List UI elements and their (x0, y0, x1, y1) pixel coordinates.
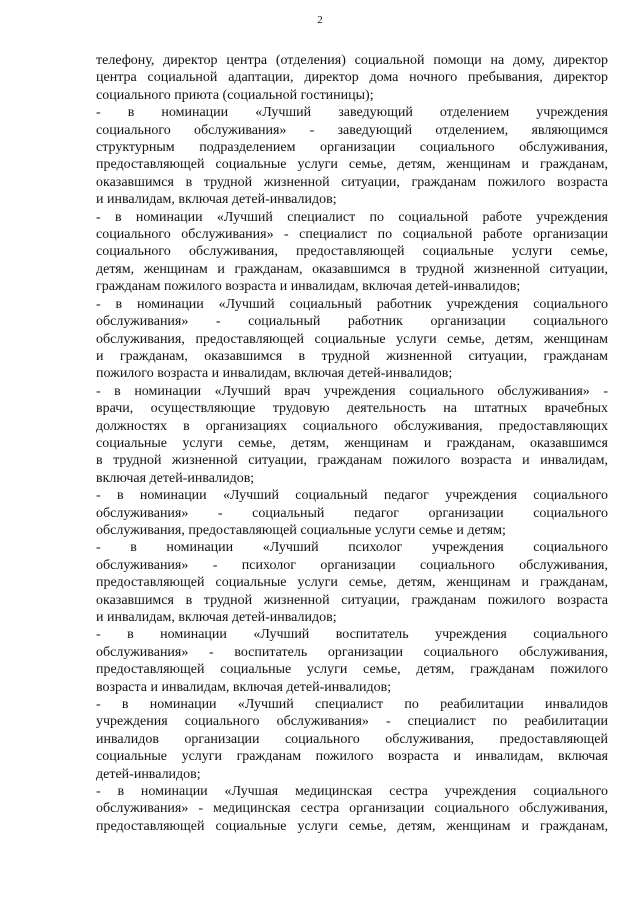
text-line: - в номинации «Лучший воспитатель учреждения социального (96, 627, 608, 643)
page-number: 2 (317, 14, 323, 26)
text-line: инвалидов организации социального обслуживания, предоставляющей (96, 731, 608, 747)
text-line: в трудной жизненной ситуации, гражданам пожилого возраста и инвалидам, (96, 453, 608, 469)
text-line: включая детей-инвалидов; (96, 470, 255, 486)
text-line: гражданам пожилого возраста и инвалидам, включая детей-инвалидов; (96, 279, 521, 295)
text-line: центра социальной адаптации, директор дома ночного пребывания, директор (96, 70, 608, 86)
text-line: - в номинации «Лучший заведующий отделением учреждения (96, 105, 608, 121)
text-line: предоставляющей социальные услуги семье, детям, женщинам и гражданам, (96, 157, 608, 173)
text-line: детей-инвалидов; (96, 766, 201, 782)
text-line: оказавшимся в трудной жизненной ситуации, гражданам пожилого возраста (96, 592, 608, 608)
text-line: социального приюта (социальной гостиницы); (96, 87, 374, 103)
text-line: социального обслуживания» - специалист по социальной работе организации (96, 227, 608, 243)
text-line: детям, женщинам и гражданам, оказавшимся в трудной жизненной ситуации, (96, 261, 608, 277)
text-line: - в номинации «Лучший специалист по социальной работе учреждения (96, 209, 608, 225)
text-line: социальные услуги семье, детям, женщинам и гражданам, оказавшимся (96, 435, 608, 451)
text-line: учреждения социального обслуживания» - специалист по реабилитации (96, 714, 608, 730)
text-line: предоставляющей социальные услуги семье, детям, женщинам и гражданам, (96, 818, 608, 834)
text-line: должностях в организациях социального обслуживания, предоставляющих (96, 418, 608, 434)
text-line: обслуживания» - психолог организации социального обслуживания, (96, 557, 608, 573)
text-line: пожилого возраста и инвалидам, включая детей-инвалидов; (96, 366, 453, 382)
text-line: социального обслуживания» - заведующий отделением, являющимся (96, 122, 608, 138)
text-line: врачи, осуществляющие трудовую деятельность на штатных врачебных (96, 401, 608, 417)
text-line: и гражданам, оказавшимся в трудной жизненной ситуации, гражданам (96, 348, 608, 364)
text-line: и инвалидам, включая детей-инвалидов; (96, 192, 337, 208)
text-line: обслуживания» - воспитатель организации социального обслуживания, (96, 644, 608, 660)
text-line: оказавшимся в трудной жизненной ситуации, гражданам пожилого возраста (96, 174, 608, 190)
text-line: возраста и инвалидам, включая детей-инвалидов; (96, 679, 392, 695)
text-line: - в номинации «Лучший социальный педагог учреждения социального (96, 488, 608, 504)
text-line: - в номинации «Лучший психолог учреждения социального (96, 540, 608, 556)
text-line: социальные услуги гражданам пожилого возраста и инвалидам, включая (96, 749, 608, 765)
body-text (96, 52, 608, 835)
text-line: - в номинации «Лучшая медицинская сестра учреждения социального (96, 784, 608, 800)
text-line: обслуживания» - медицинская сестра организации социального обслуживания, (96, 801, 608, 817)
text-line: социального обслуживания, предоставляющей социальные услуги семье, (96, 244, 608, 260)
text-line: телефону, директор центра (отделения) социальной помощи на дому, директор (96, 53, 608, 68)
text-line: структурным подразделением организации социального обслуживания, (96, 140, 608, 156)
text-line: обслуживания» - социальный работник организации социального (96, 314, 608, 330)
text-line: - в номинации «Лучший врач учреждения социального обслуживания» - (96, 383, 608, 399)
text-line: обслуживания» - социальный педагог организации социального (96, 505, 608, 521)
text-line: - в номинации «Лучший специалист по реабилитации инвалидов (96, 697, 608, 713)
text-line: обслуживания, предоставляющей социальные услуги семье и детям; (96, 522, 506, 538)
text-line: и инвалидам, включая детей-инвалидов; (96, 610, 337, 625)
text-line: - в номинации «Лучший социальный работник учреждения социального (96, 296, 608, 312)
text-line: обслуживания, предоставляющей социальные услуги семье, детям, женщинам (96, 331, 608, 347)
text-line: предоставляющей социальные услуги семье, детям, женщинам и гражданам, (96, 575, 608, 591)
text-line: предоставляющей социальные услуги семье, детям, гражданам пожилого (96, 662, 608, 678)
